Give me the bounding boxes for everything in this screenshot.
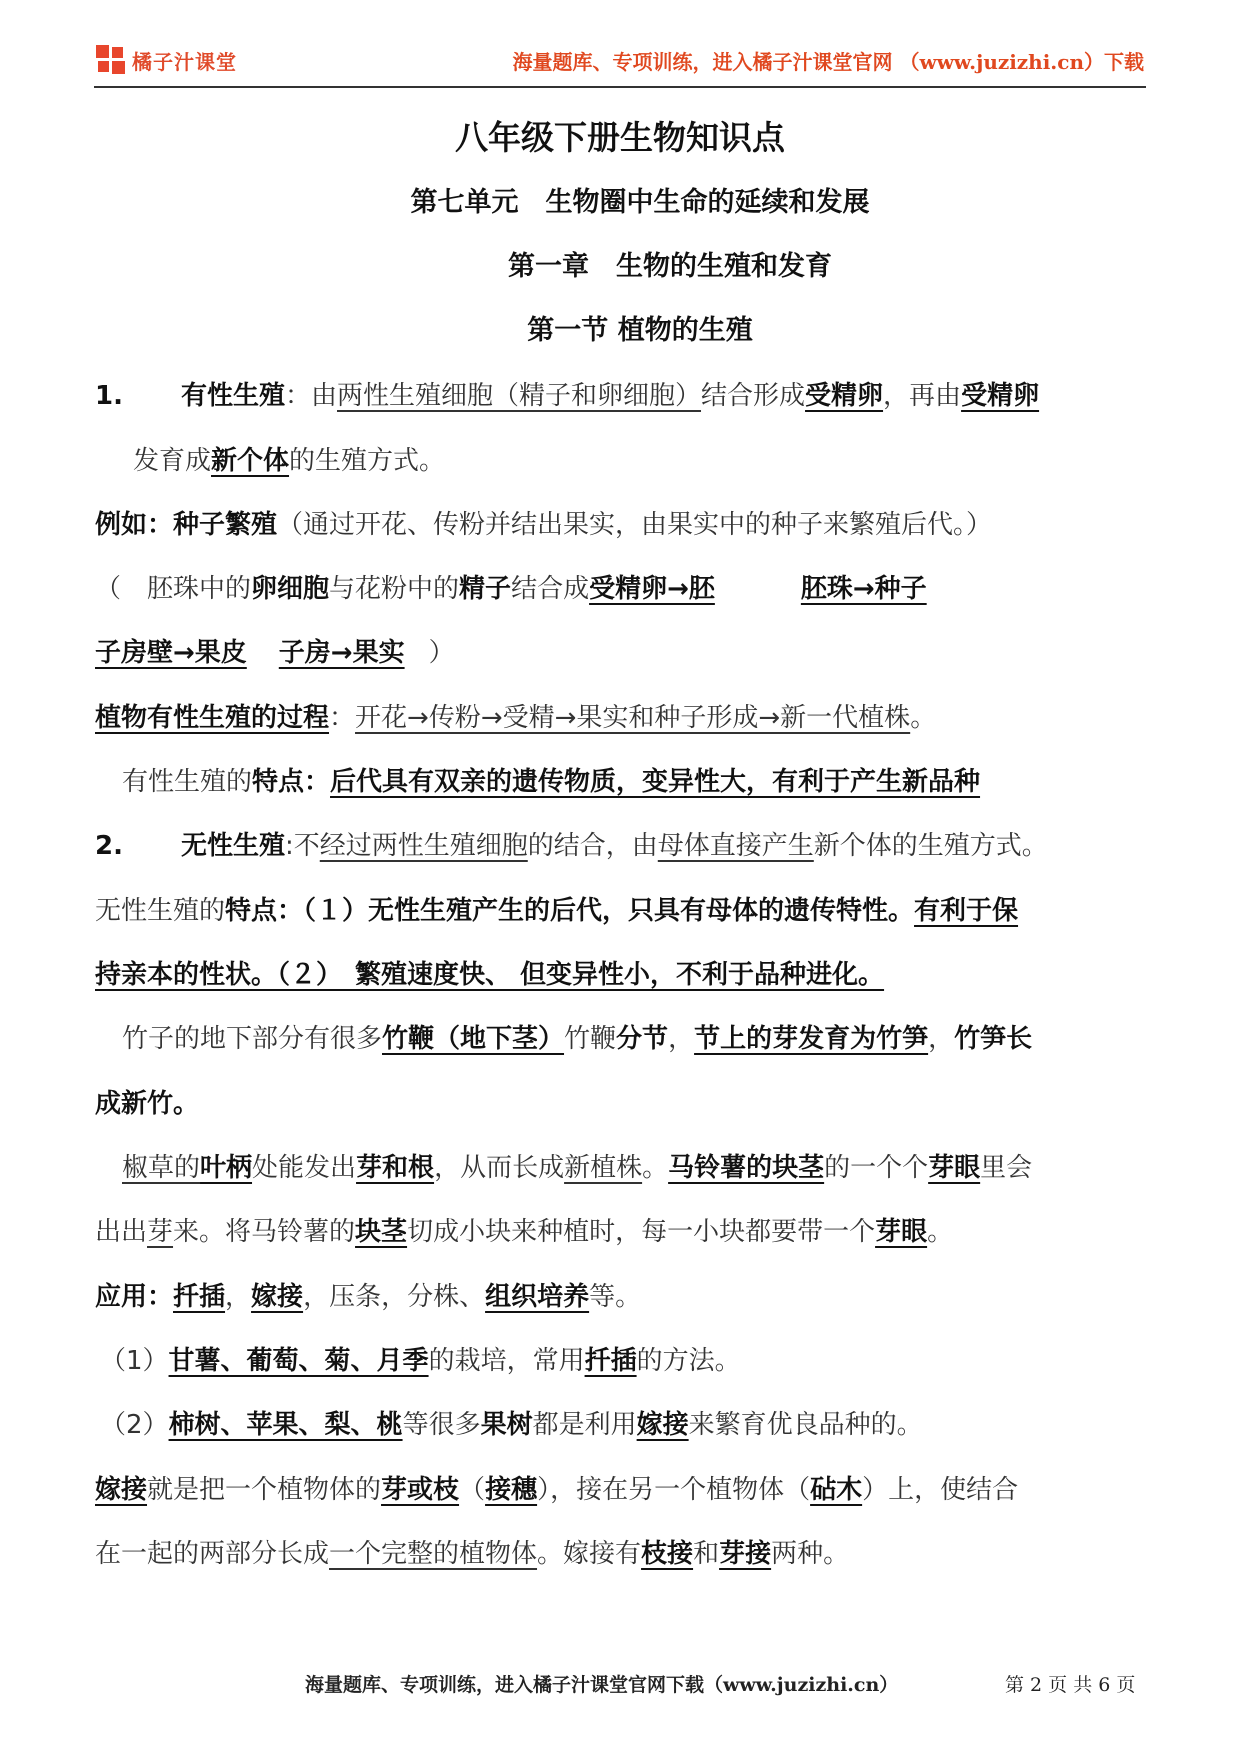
text: 竹子的地下部分有很多 [122, 1024, 383, 1054]
text: :不 [284, 831, 320, 861]
term: 果树 [480, 1410, 533, 1440]
text: （通过开花、传粉并结出果实，由果实中的种子来繁殖后代。） [277, 510, 993, 540]
term: 无性生殖 [180, 831, 285, 861]
logo-text: 橘子汁课堂 [132, 49, 237, 74]
underlined-text: 经过两性生殖细胞 [319, 831, 528, 861]
text: 的一个个 [824, 1153, 929, 1183]
text: 。 [927, 1217, 954, 1247]
text: 结合形成 [701, 381, 806, 411]
underlined-text: 芽 [147, 1217, 174, 1247]
underlined-term: 竹鞭（地下茎） [382, 1024, 565, 1054]
paragraph-line [95, 376, 1145, 416]
paragraph-line [122, 1148, 1145, 1188]
text: 的结合，由 [527, 831, 658, 861]
underlined-text: 两性生殖细胞（精子和卵细胞） [337, 381, 702, 411]
paragraph-line [133, 441, 1145, 481]
term: 分节 [616, 1024, 669, 1054]
text: （ [459, 1475, 486, 1505]
item-number: 1. [95, 381, 123, 411]
paragraph-line [122, 1019, 1145, 1059]
text: 的生殖方式。 [289, 446, 446, 476]
paragraph-line [95, 505, 1145, 545]
label: 特点： [252, 767, 331, 797]
term: 有性生殖 [180, 381, 285, 411]
paragraph-line [95, 1470, 1145, 1510]
paragraph-line [95, 826, 1145, 866]
paragraph-line [122, 762, 1145, 802]
text: 和 [693, 1539, 720, 1569]
text: 无性生殖的 [95, 896, 226, 926]
underlined-term: 接穗 [485, 1475, 538, 1505]
text: ），接在另一个植物体（ [537, 1475, 811, 1505]
underlined-term: 块茎 [355, 1217, 408, 1247]
underlined-term: 受精卵 [805, 381, 884, 411]
underlined-term: 嫁接 [251, 1282, 304, 1312]
label: 例如： [95, 510, 174, 540]
underlined-term: 枝接 [641, 1539, 694, 1569]
text: 结合成 [511, 574, 590, 604]
footer-text: 海量题库、专项训练，进入橘子汁课堂官网下载（www.juzizhi.cn） [305, 1674, 899, 1696]
term: 精子 [459, 574, 512, 604]
text: 有性生殖的 [122, 767, 253, 797]
text: 的方法。 [636, 1346, 741, 1376]
paragraph-line [95, 1534, 1145, 1574]
term: 成新竹。 [95, 1089, 200, 1119]
text: 在一起的两部分长成 [95, 1539, 330, 1569]
text: 与花粉中的 [329, 574, 460, 604]
underlined-term: 叶柄 [200, 1153, 253, 1183]
paragraph-line [95, 633, 1145, 673]
brand-logo[interactable] [96, 44, 237, 76]
text: （ 胚珠中的 [95, 574, 252, 604]
text: ） [428, 638, 455, 668]
header-slogan: 海量题库、专项训练，进入橘子汁课堂官网 （www.juzizhi.cn）下载 [512, 50, 1144, 74]
text: 来繁育优良品种的。 [688, 1410, 923, 1440]
text: 的栽培，常用 [428, 1346, 585, 1376]
text: 新个体的生殖方式。 [813, 831, 1048, 861]
underlined-term: 芽眼 [875, 1217, 928, 1247]
paragraph-line [95, 1277, 1145, 1317]
underlined-term: 芽或枝 [381, 1475, 460, 1505]
term: 种子繁殖 [173, 510, 278, 540]
text: 切成小块来种植时，每一小块都要带一个 [407, 1217, 876, 1247]
text: （1） [100, 1346, 169, 1376]
underlined-term: 扦插 [584, 1346, 637, 1376]
underlined-term: 节上的芽发育为竹笋 [694, 1024, 929, 1054]
underlined-text: 椒草的 [122, 1153, 201, 1183]
text: ，再由 [883, 381, 962, 411]
underlined-term: 扦插 [173, 1282, 226, 1312]
term: 特点：（１）无性生殖产生的后代，只具有母体的遗传特性。 [225, 896, 915, 926]
underlined-term: 芽接 [719, 1539, 772, 1569]
page-title: 八年级下册生物知识点 [455, 118, 785, 157]
text: 等。 [589, 1282, 642, 1312]
text: ， [668, 1024, 695, 1054]
item-number: 2. [95, 831, 123, 861]
paragraph-line [95, 1212, 1145, 1252]
logo-icon [96, 45, 126, 75]
paragraph-line [100, 1405, 1145, 1445]
underlined-term: 后代具有双亲的遗传物质，变异性大，有利于产生新品种 [330, 767, 981, 797]
underlined-term: 嫁接 [636, 1410, 689, 1440]
underlined-term: 芽眼 [928, 1153, 981, 1183]
text: ： [329, 703, 356, 733]
unit-title: 第七单元 生物圈中生命的延续和发展 [410, 187, 870, 218]
text: 里会 [980, 1153, 1033, 1183]
underlined-text: 母体直接产生 [657, 831, 814, 861]
text: ）上，使结合 [862, 1475, 1019, 1505]
chapter-title: 第一章 生物的生殖和发育 [508, 251, 832, 282]
underlined-term: 芽和根 [356, 1153, 435, 1183]
underlined-term: 受精卵→胚 [589, 574, 715, 604]
text: 都是利用 [532, 1410, 637, 1440]
text: 竹鞭 [564, 1024, 617, 1054]
text: 来。将马铃薯的 [173, 1217, 356, 1247]
paragraph-line [100, 1341, 1145, 1381]
text: 处能发出 [252, 1153, 357, 1183]
paragraph-line [95, 1084, 1145, 1124]
underlined-term: 马铃薯的块茎 [668, 1153, 825, 1183]
paragraph-line [95, 698, 1145, 738]
header-divider [94, 86, 1146, 88]
text: 两种。 [771, 1539, 850, 1569]
section-title: 第一节 植物的生殖 [527, 315, 753, 346]
underlined-term: 新个体 [211, 446, 290, 476]
paragraph-line [95, 891, 1145, 931]
underlined-text: 新植株 [564, 1153, 643, 1183]
text: 出出 [95, 1217, 148, 1247]
label: 应用： [95, 1282, 174, 1312]
text: ，压条，分株、 [303, 1282, 486, 1312]
underlined-term: 子房→果实 [278, 638, 405, 668]
text: 发育成 [133, 446, 212, 476]
underlined-term: 嫁接 [95, 1475, 148, 1505]
text: ，从而长成 [434, 1153, 565, 1183]
text: ：由 [284, 381, 337, 411]
underlined-text: 开花→传粉→受精→果实和种子形成→新一代植株 [355, 703, 911, 733]
underlined-term: 胚珠→种子 [800, 574, 927, 604]
underlined-term: 植物有性生殖的过程 [95, 703, 330, 733]
paragraph-line [95, 955, 1145, 995]
text: 等很多 [402, 1410, 481, 1440]
underlined-term: 柿树、苹果、梨、桃 [168, 1410, 403, 1440]
text: 。 [642, 1153, 669, 1183]
paragraph-line [95, 569, 1145, 609]
term: 卵细胞 [251, 574, 330, 604]
underlined-term: 甘薯、葡萄、菊、月季 [168, 1346, 429, 1376]
underlined-term: 组织培养 [485, 1282, 590, 1312]
underlined-term: 有利于保 [914, 896, 1019, 926]
text: 就是把一个植物体的 [147, 1475, 382, 1505]
text: ， [928, 1024, 955, 1054]
text: 。 [910, 703, 937, 733]
text: ， [225, 1282, 252, 1312]
page-number: 第 2 页 共 6 页 [1005, 1674, 1136, 1696]
text: （2） [100, 1410, 169, 1440]
underlined-text: 一个完整的植物体 [329, 1539, 538, 1569]
text: 。嫁接有 [537, 1539, 642, 1569]
underlined-term: 受精卵 [961, 381, 1040, 411]
term: 竹笋长 [954, 1024, 1033, 1054]
underlined-term: 持亲本的性状。（２） 繁殖速度快、 但变异性小，不利于品种进化。 [95, 960, 885, 990]
underlined-term: 砧木 [810, 1475, 863, 1505]
underlined-term: 子房壁→果皮 [95, 638, 247, 668]
